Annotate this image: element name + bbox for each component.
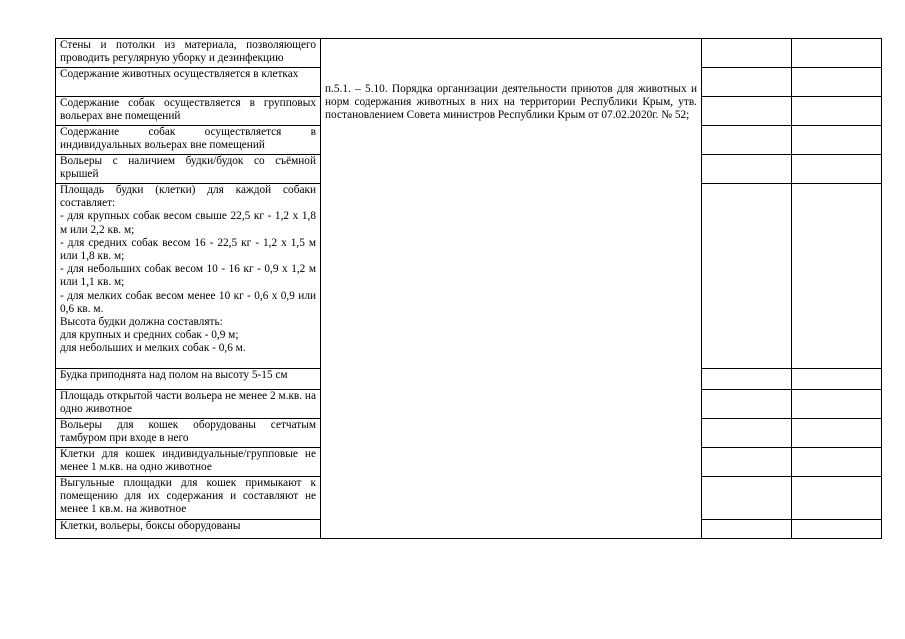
requirement-text: Будка приподнята над полом на высоту 5-15 см xyxy=(60,369,288,381)
answer-cell-no[interactable] xyxy=(792,97,882,126)
answer-cell-no[interactable] xyxy=(792,39,882,68)
answer-cell-yes[interactable] xyxy=(702,390,792,419)
answer-cell-yes[interactable] xyxy=(702,520,792,539)
requirement-text: Клетки, вольеры, боксы оборудованы xyxy=(60,520,241,532)
answer-cell-no[interactable] xyxy=(792,126,882,155)
requirement-cell xyxy=(56,448,321,477)
answer-cell-no[interactable] xyxy=(792,390,882,419)
requirement-cell xyxy=(56,419,321,448)
legal-reference-cell xyxy=(321,39,702,539)
requirement-text: Стены и потолки из материала, позволяющего проводить регулярную уборку и дезинфекцию xyxy=(60,39,316,65)
requirement-text: Содержание собак осуществляется в индивидуальных вольерах вне помещений xyxy=(60,126,316,152)
answer-cell-yes[interactable] xyxy=(702,39,792,68)
legal-reference-text: п.5.1. – 5.10. Порядка организации деятельности приютов для животных и норм содержания животных в них на территории Республики Крым, утв. постановлением Совета министров Республики Крым от 07.02.2020г. № 52; xyxy=(325,83,697,121)
answer-cell-no[interactable] xyxy=(792,520,882,539)
answer-cell-no[interactable] xyxy=(792,155,882,184)
answer-cell-yes[interactable] xyxy=(702,448,792,477)
requirement-text: Содержание собак осуществляется в групповых вольерах вне помещений xyxy=(60,97,316,123)
requirement-cell xyxy=(56,155,321,184)
requirement-text: Вольеры для кошек оборудованы сетчатым тамбуром при входе в него xyxy=(60,419,316,445)
requirement-cell xyxy=(56,520,321,539)
answer-cell-no[interactable] xyxy=(792,448,882,477)
table-row xyxy=(56,39,882,68)
checklist-table xyxy=(55,38,882,539)
answer-cell-no[interactable] xyxy=(792,419,882,448)
requirement-text: Клетки для кошек индивидуальные/групповые не менее 1 м.кв. на одно животное xyxy=(60,448,316,474)
requirement-text: Площадь будки (клетки) для каждой собаки составляет: - для крупных собак весом свыше 22,5 кг - 1,2 х 1,8 м или 2,2 кв. м; - для средних собак весом 16 - 22,5 кг - 1,2 х 1,5 м или 1,8 кв. м; - для небольших собак весом 10 - 16 кг - 0,9 х 1,2 м или 1,1 кв. м; - для мелких собак весом менее 10 кг - 0,6 х 0,9 или 0,6 кв. м. Высота будки должна составлять: для крупных и средних собак - 0,9 м; для небольших и мелких собак - 0,6 м. xyxy=(60,184,316,355)
answer-cell-yes[interactable] xyxy=(702,97,792,126)
requirement-cell xyxy=(56,477,321,520)
requirement-text: Выгульные площадки для кошек примыкают к помещению для их содержания и составляют не менее 1 кв.м. на животное xyxy=(60,477,316,516)
answer-cell-yes[interactable] xyxy=(702,184,792,369)
answer-cell-no[interactable] xyxy=(792,68,882,97)
requirement-cell xyxy=(56,68,321,97)
answer-cell-yes[interactable] xyxy=(702,477,792,520)
answer-cell-yes[interactable] xyxy=(702,369,792,390)
answer-cell-yes[interactable] xyxy=(702,126,792,155)
requirement-cell xyxy=(56,126,321,155)
answer-cell-no[interactable] xyxy=(792,184,882,369)
requirement-cell xyxy=(56,39,321,68)
requirement-text: Площадь открытой части вольера не менее 2 м.кв. на одно животное xyxy=(60,390,316,416)
requirement-cell xyxy=(56,369,321,390)
requirement-text: Содержание животных осуществляется в клетках xyxy=(60,68,299,80)
requirement-cell xyxy=(56,390,321,419)
requirement-cell xyxy=(56,97,321,126)
requirement-cell xyxy=(56,184,321,369)
answer-cell-yes[interactable] xyxy=(702,155,792,184)
requirement-text: Вольеры с наличием будки/будок со съёмной крышей xyxy=(60,155,316,181)
answer-cell-yes[interactable] xyxy=(702,68,792,97)
answer-cell-yes[interactable] xyxy=(702,419,792,448)
answer-cell-no[interactable] xyxy=(792,369,882,390)
answer-cell-no[interactable] xyxy=(792,477,882,520)
